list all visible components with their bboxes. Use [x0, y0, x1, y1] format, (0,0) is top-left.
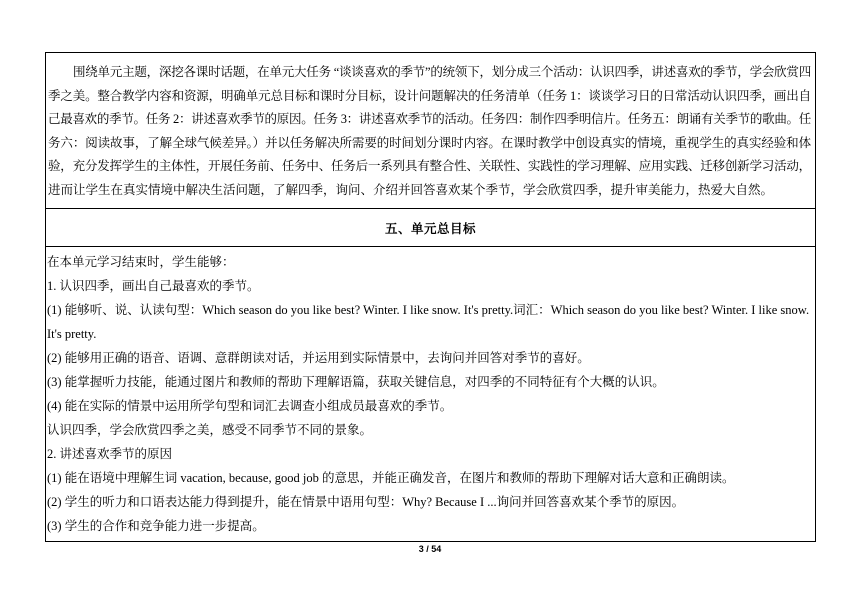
section-heading: 五、单元总目标 [384, 221, 476, 236]
paragraph-line: 季之美。整合教学内容和资源，明确单元总目标和课时分目标，设计问题解决的任务清单（任务 1：谈谈学习日的日常活动认识四季，画出自 [48, 88, 811, 103]
goal-item: (2) 能够用正确的语音、语调、意群朗读对话，并运用到实际情景中，去询问并回答对季节的喜好。 [47, 351, 590, 365]
goal-heading: 2. 讲述喜欢季节的原因 [47, 447, 173, 461]
paragraph-line: 验，充分发挥学生的主体性，开展任务前、任务中、任务后一系列具有整合性、关联性、实践性的学习理解、应用实践、迁移创新学习活动， [48, 159, 811, 174]
paragraph-line: 进而让学生在真实情境中解决生活问题，了解四季，询问、介绍并回答喜欢某个季节，学会欣赏四季，提升审美能力，热爱大自然。 [48, 182, 774, 197]
page-number: 3 / 54 [418, 544, 442, 554]
goal-item: (2) 学生的听力和口语表达能力得到提升，能在情景中语用句型：Why? Because I ...询问并回答喜欢某个季节的原因。 [47, 495, 685, 509]
paragraph-line: 己最喜欢的季节。任务 2：讲述喜欢季节的原因。任务 3：讲述喜欢季节的活动。任务四：制作四季明信片。任务五：朗诵有关季节的歌曲。任 [48, 112, 811, 127]
goal-item-continuation: It's pretty. [47, 327, 97, 341]
goal-item: (3) 能掌握听力技能，能通过图片和教师的帮助下理解语篇，获取关键信息，对四季的不同特征有个大概的认识。 [47, 375, 665, 389]
unit-design-paragraph [46, 53, 815, 208]
goal-summary-line: 认识四季，学会欣赏四季之美，感受不同季节不同的景象。 [47, 423, 373, 437]
goal-item: (1) 能在语境中理解生词 vacation, because, good job 的意思，并能正确发音，在图片和教师的帮助下理解对话大意和正确朗读。 [47, 471, 735, 485]
unit-goals-list [46, 246, 815, 541]
goal-item: (3) 学生的合作和竞争能力进一步提高。 [47, 519, 265, 533]
goal-heading: 1. 认识四季，画出自己最喜欢的季节。 [47, 279, 260, 293]
section-heading-row [46, 208, 815, 246]
goal-item: (1) 能够听、说、认读句型：Which season do you like best? Winter. I like snow. It's pretty.词汇：Which season do you like best? Winter. I like snow. [47, 303, 810, 317]
paragraph-line: 务六：阅读故事，了解全球气候差异。）并以任务解决所需要的时间划分课时内容。在课时教学中创设真实的情境，重视学生的真实经验和体 [48, 135, 811, 150]
document-table [45, 52, 816, 542]
paragraph-line: 围绕单元主题，深挖各课时话题，在单元大任务 “谈谈喜欢的季节”的统领下，划分成三个活动：认识四季，讲述喜欢的季节，学会欣赏四 [73, 65, 811, 79]
goals-intro-line: 在本单元学习结束时，学生能够： [47, 255, 235, 269]
goal-item: (4) 能在实际的情景中运用所学句型和词汇去调查小组成员最喜欢的季节。 [47, 399, 453, 413]
